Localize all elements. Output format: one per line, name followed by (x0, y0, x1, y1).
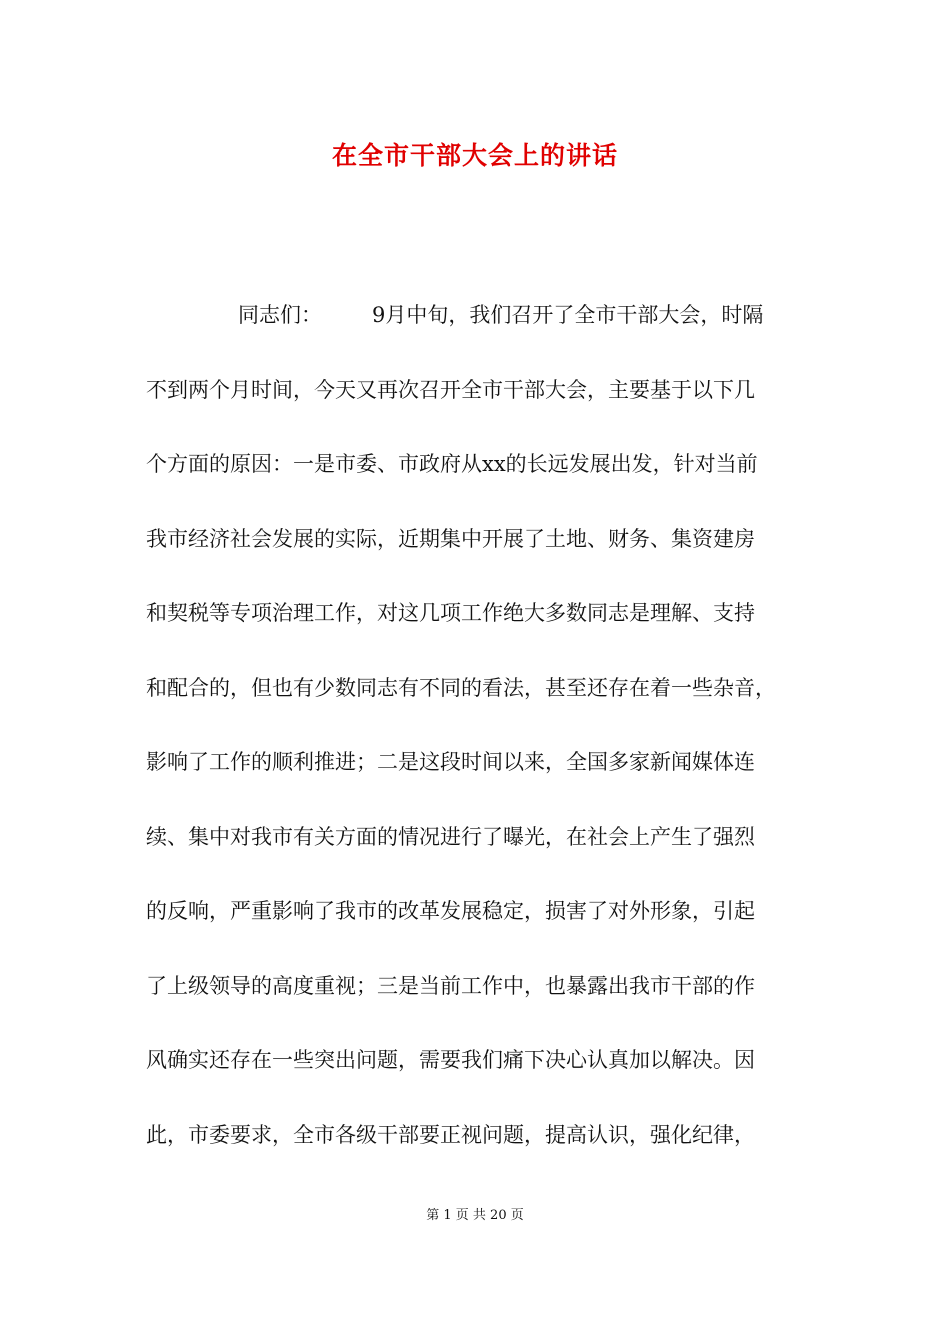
body-line: 风确实还存在一些突出问题，需要我们痛下决心认真加以解决。因 (146, 1048, 755, 1072)
body-line (146, 278, 810, 353)
body-line: 此，市委要求，全市各级干部要正视问题，提高认识，强化纪律， (146, 1122, 755, 1147)
speech-body (146, 278, 810, 1172)
body-line: 我市经济社会发展的实际，近期集中开展了土地、财务、集资建房 (146, 526, 755, 551)
body-line: 和契税等专项治理工作，对这几项工作绝大多数同志是理解、支持 (146, 601, 755, 625)
body-line: 不到两个月时间，今天又再次召开全市干部大会，主要基于以下几 (146, 377, 755, 402)
page-number-footer: 第 1 页 共 20 页 (426, 1208, 524, 1223)
body-line: 影响了工作的顺利推进；二是这段时间以来，全国多家新闻媒体连 (146, 750, 755, 774)
salutation: 同志们： (238, 303, 322, 327)
body-line: 了上级领导的高度重视；三是当前工作中，也暴露出我市干部的作 (146, 973, 755, 998)
body-line: 续、集中对我市有关方面的情况进行了曝光，在社会上产生了强烈 (146, 824, 755, 849)
body-line: 和配合的，但也有少数同志有不同的看法，甚至还存在着一些杂音， (146, 675, 776, 700)
page-title: 在全市干部大会上的讲话 (331, 141, 618, 170)
body-line: 的反响，严重影响了我市的改革发展稳定，损害了对外形象，引起 (146, 899, 755, 923)
body-line: 个方面的原因：一是市委、市政府从xx的长远发展出发，针对当前 (146, 452, 758, 476)
body-line-text: 9月中旬，我们召开了全市干部大会，时隔 (372, 303, 764, 327)
